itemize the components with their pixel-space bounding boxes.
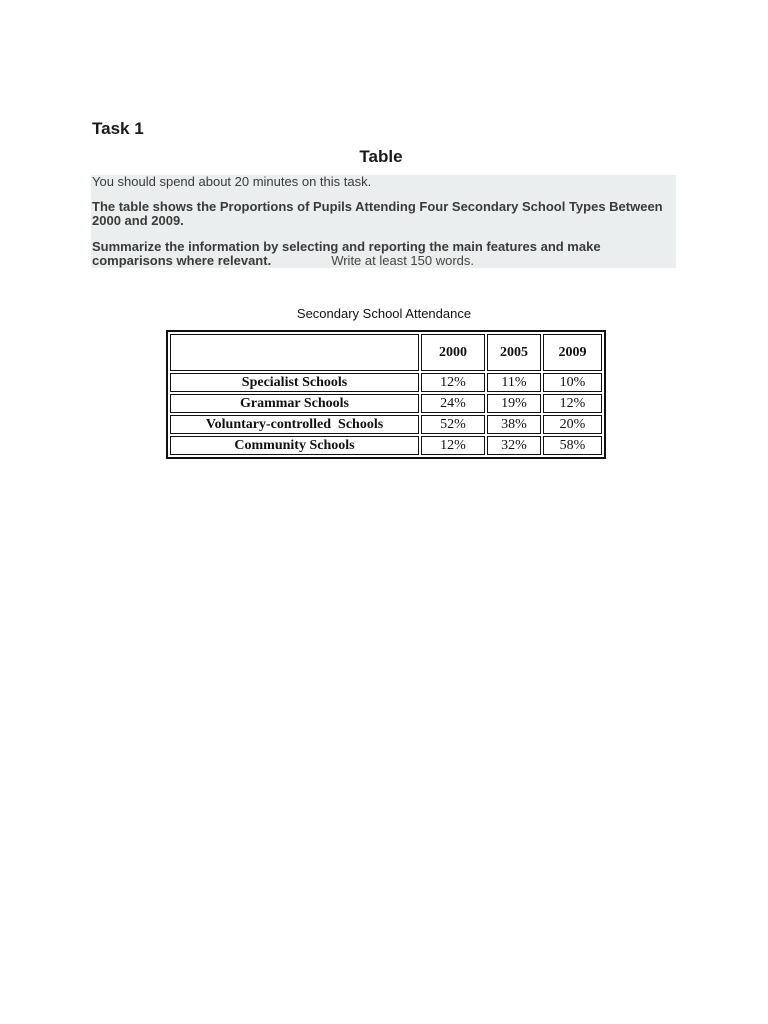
- prompt-word-count: Write at least 150 words.: [331, 253, 475, 268]
- column-header-2000: 2000: [421, 334, 485, 371]
- prompt-intro: You should spend about 20 minutes on this task.: [92, 174, 372, 189]
- table-row: [170, 436, 602, 455]
- attendance-table: [166, 330, 606, 459]
- row-label: Voluntary-controlled Schools: [170, 415, 419, 434]
- table-cell: 10%: [543, 373, 602, 392]
- table-cell: 12%: [421, 373, 485, 392]
- task-title: Task 1: [92, 119, 144, 138]
- table-cell: 19%: [487, 394, 541, 413]
- table-cell: 20%: [543, 415, 602, 434]
- document-heading: Table: [359, 147, 403, 166]
- row-label: Community Schools: [170, 436, 419, 455]
- table-row: [170, 394, 602, 413]
- table-cell: 11%: [487, 373, 541, 392]
- table-header-row: [170, 334, 602, 371]
- table-cell: 58%: [543, 436, 602, 455]
- row-label: Specialist Schools: [170, 373, 419, 392]
- table-cell: 12%: [543, 394, 602, 413]
- table-caption: Secondary School Attendance: [296, 306, 472, 321]
- column-header-2005: 2005: [487, 334, 541, 371]
- table-cell: 38%: [487, 415, 541, 434]
- table-row: [170, 415, 602, 434]
- prompt-description: The table shows the Proportions of Pupils Attending Four Secondary School Types Between 2000 and 2009.: [92, 199, 663, 228]
- row-label: Grammar Schools: [170, 394, 419, 413]
- table-corner-cell: [170, 334, 419, 371]
- table-cell: 24%: [421, 394, 485, 413]
- table-row: [170, 373, 602, 392]
- table-cell: 52%: [421, 415, 485, 434]
- task-prompt-box: [91, 175, 676, 268]
- column-header-2009: 2009: [543, 334, 602, 371]
- table-cell: 32%: [487, 436, 541, 455]
- prompt-instruction: Summarize the information by selecting and reporting the main features and make comparisons where relevant.: [92, 239, 601, 268]
- prompt-instruction-block: [92, 240, 672, 268]
- table-cell: 12%: [421, 436, 485, 455]
